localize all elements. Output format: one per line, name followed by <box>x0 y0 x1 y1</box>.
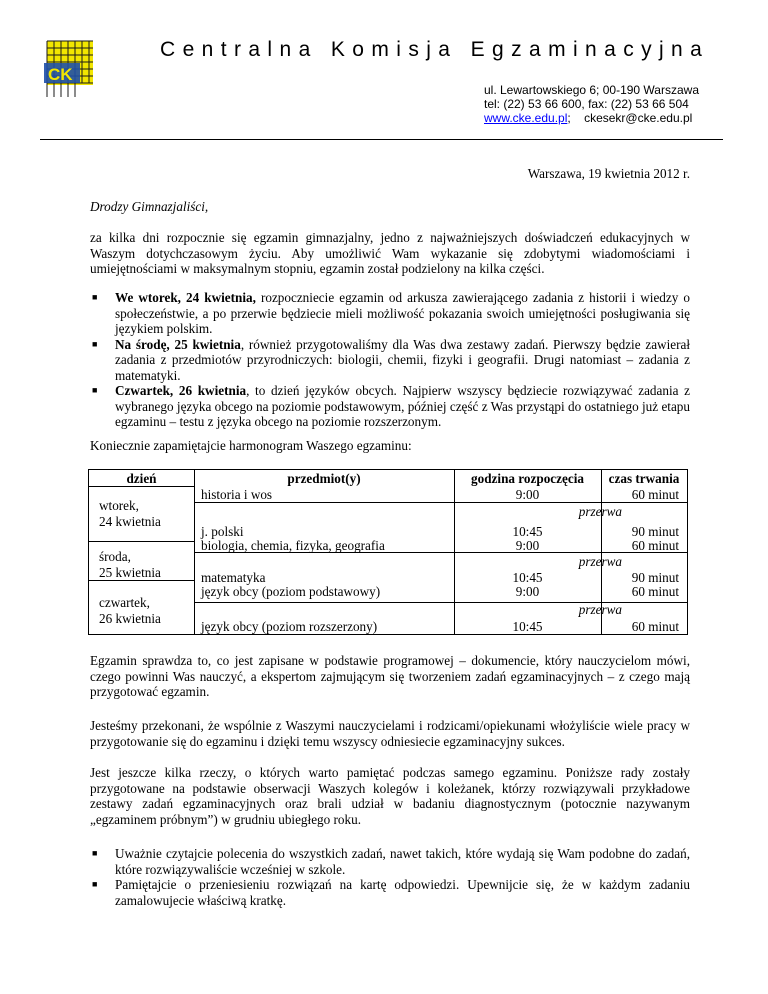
contact-links <box>484 111 699 125</box>
organization-name: Centralna Komisja Egzaminacyjna <box>160 38 710 61</box>
intro-text: za kilka dni rozpocznie się egzamin gimnazjalny, jedno z najważniejszych doświadczeń edukacyjnych w Waszym dotychczasowym życiu. Aby umożliwić Wam wykazanie się zdobytymi wiadomościami i umiejętnościami w maksymalnym stopniu, egzamin został podzielony na kilka części. <box>90 230 690 276</box>
subject-cell: biologia, chemia, fizyka, geografia <box>201 538 385 553</box>
start-time: 10:45 <box>512 570 543 585</box>
break-label: przerwa <box>578 504 622 519</box>
header-start: godzina rozpoczęcia <box>471 471 584 486</box>
contact-separator: ; <box>567 111 571 125</box>
start-time: 10:45 <box>512 619 543 634</box>
paragraph-text: Egzamin sprawdza to, co jest zapisane w podstawie programowej – dokumencie, który nauczycielom mówi, czego powinni Was nauczyć, a ekspertom zajmującym się tworzeniem zadań egzaminacyjnych – z czego mają przygotować egzamin. <box>90 653 690 699</box>
list-item <box>90 846 690 877</box>
day-name: środa, <box>99 549 131 564</box>
day-text: rozpoczniecie egzamin od arkusza zawierającego zadania z historii i wiedzy o społeczeństwie, a po przerwie będziecie mieli możliwość pokazania swoich umiejętności posługiwania się językiem polskim. <box>115 290 690 336</box>
break-label: przerwa <box>578 554 622 569</box>
day-text: , również przygotowaliśmy dla Was dwa zestawy zadań. Pierwszy będzie zawierał zadania z przedmiotów przyrodniczych: biologii, chemii, fizyki i geografii. Drugi natomiast – zadania z matematyki. <box>115 336 691 383</box>
address: ul. Lewartowskiego 6; 00-190 Warszawa <box>484 83 699 97</box>
table-divider <box>89 541 194 542</box>
tip-text: Pamiętajcie o przeniesieniu rozwiązań na kartę odpowiedzi. Upewnijcie się, że w każdym zadaniu zamalowujecie właściwą kratkę. <box>115 877 690 908</box>
schedule-table <box>88 469 688 635</box>
bullet-icon: ■ <box>92 338 98 349</box>
header-divider <box>40 139 723 140</box>
day-label: Na środę, 25 kwietnia <box>115 336 241 352</box>
greeting: Drodzy Gimnazjaliści, <box>90 199 209 214</box>
subject-cell: język obcy (poziom rozszerzony) <box>201 619 378 634</box>
day-date: 25 kwietnia <box>99 565 161 580</box>
start-time: 9:00 <box>515 584 540 599</box>
success-paragraph <box>90 718 690 749</box>
day-cell <box>99 498 161 530</box>
header-duration: czas trwania <box>608 471 680 486</box>
day-date: 24 kwietnia <box>99 514 161 529</box>
header-day: dzień <box>126 471 157 486</box>
header-subject: przedmiot(y) <box>287 471 361 486</box>
day-text: , to dzień języków obcych. Najpierw wszyscy będziecie rozwiązywać zadania z wybranego języka obcego na poziomie podstawowym, później część z Was przystąpi do ostatniego już etapu egzaminu – testu z języka obcego na poziomie rozszerzonym. <box>115 383 690 429</box>
website-link[interactable]: www.cke.edu.pl <box>484 111 568 125</box>
email: ckesekr@cke.edu.pl <box>584 111 693 125</box>
tips-list <box>90 846 690 908</box>
subject-cell: historia i wos <box>201 487 273 502</box>
bullet-icon: ■ <box>92 879 98 889</box>
list-item <box>90 290 690 337</box>
address-block <box>484 83 699 125</box>
day-name: wtorek, <box>99 498 139 513</box>
advice-paragraph <box>90 765 690 827</box>
schedule-intro: Koniecznie zapamiętajcie harmonogram Waszego egzaminu: <box>90 438 412 453</box>
start-time: 9:00 <box>515 538 540 553</box>
duration-cell: 60 minut <box>631 584 679 599</box>
duration-cell: 60 minut <box>631 619 679 634</box>
day-label: Czwartek, 26 kwietnia <box>115 383 247 398</box>
bullet-icon: ■ <box>92 292 98 302</box>
subject-cell: język obcy (poziom podstawowy) <box>201 584 381 599</box>
break-label: przerwa <box>578 602 622 617</box>
list-item <box>90 383 690 430</box>
duration-cell: 90 minut <box>631 570 679 585</box>
duration-cell: 90 minut <box>631 524 679 539</box>
bullet-icon: ■ <box>92 848 98 858</box>
intro-paragraph <box>90 230 690 277</box>
list-item <box>90 877 690 908</box>
tip-text: Uważnie czytajcie polecenia do wszystkich zadań, nawet takich, które wydają się Wam podobne do zadań, które rozwiązywaliście wcześniej w szkole. <box>115 846 690 877</box>
duration-cell: 60 minut <box>631 487 679 502</box>
paragraph-text: Jesteśmy przekonani, że wspólnie z Waszymi nauczycielami i rodzicami/opiekunami włożyliście wiele pracy w przygotowanie się do egzaminu i dzięki temu wszyscy odniesiecie egzaminacyjny sukces. <box>90 718 690 749</box>
cke-logo <box>44 39 96 100</box>
exam-days-list <box>90 290 690 430</box>
start-time: 10:45 <box>512 524 543 539</box>
day-date: 26 kwietnia <box>99 611 161 626</box>
subject-cell: j. polski <box>201 524 244 539</box>
day-cell <box>99 549 161 581</box>
day-name: czwartek, <box>99 595 150 610</box>
bullet-icon: ■ <box>92 385 98 395</box>
start-time: 9:00 <box>515 487 540 502</box>
letter-date: Warszawa, 19 kwietnia 2012 r. <box>527 166 690 181</box>
day-label: We wtorek, 24 kwietnia, <box>115 290 256 305</box>
curriculum-paragraph <box>90 653 690 700</box>
paragraph-text: Jest jeszcze kilka rzeczy, o których warto pamiętać podczas samego egzaminu. Poniższe rady zostały przygotowane na podstawie obserwacji Waszych kolegów i koleżanek, którzy rozwiązywali przykładowe zestawy zadań egzaminacyjnych oraz brali udział w badaniu diagnostycznym (potocznie nazywanym „egzaminem próbnym”) w grudniu ubiegłego roku. <box>90 765 690 827</box>
day-cell <box>99 595 161 627</box>
phone-fax: tel: (22) 53 66 600, fax: (22) 53 66 504 <box>484 97 689 111</box>
subject-cell: matematyka <box>201 570 266 585</box>
logo-text: CK <box>48 65 73 84</box>
duration-cell: 60 minut <box>631 538 679 553</box>
list-item <box>90 337 690 384</box>
